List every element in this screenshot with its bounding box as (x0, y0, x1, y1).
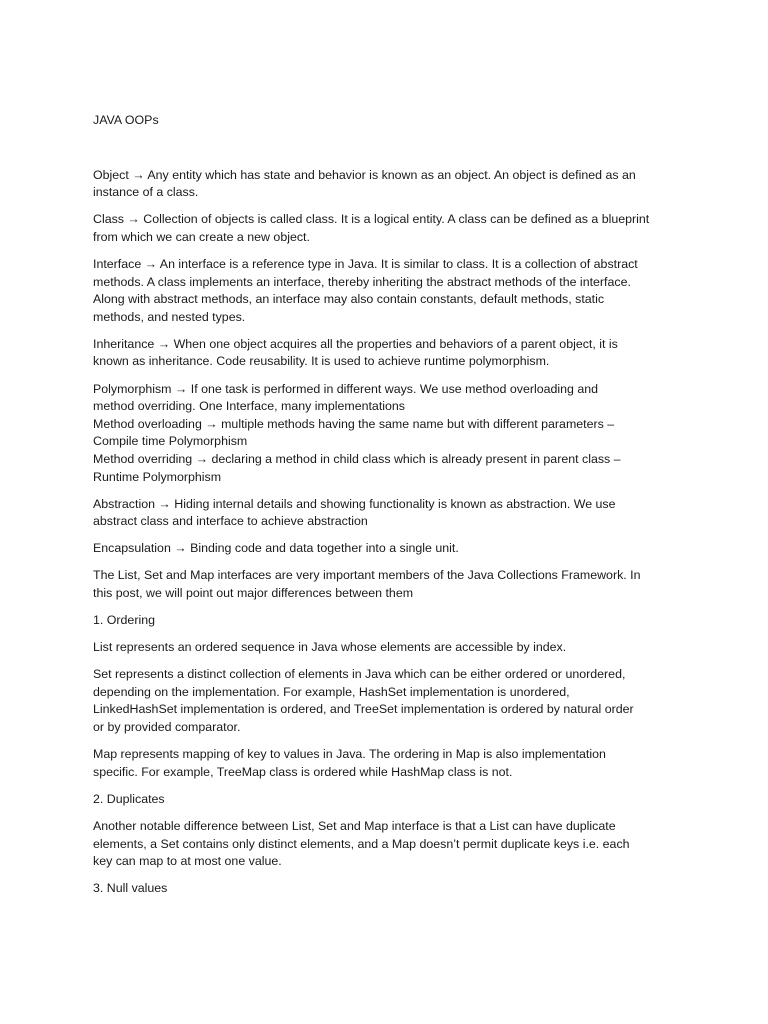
text-line: Inheritance → When one object acquires all the properties and behaviors of a parent object, it is (93, 336, 618, 351)
text-line: Method overloading → multiple methods having the same name but with different parameters – (93, 416, 615, 431)
text-line: List represents an ordered sequence in Java whose elements are accessible by index. (93, 640, 567, 655)
paragraph-interface (93, 256, 673, 326)
paragraph-polymorphism (93, 381, 673, 487)
text-line: abstract class and interface to achieve abstraction (93, 514, 368, 529)
text-line: LinkedHashSet implementation is ordered, and TreeSet implementation is ordered by natural order (93, 702, 634, 717)
document-title: JAVA OOPs (93, 113, 159, 127)
text-line: this post, we will point out major differences between them (93, 585, 414, 600)
text-line: Runtime Polymorphism (93, 469, 222, 484)
text-line: 3. Null values (93, 881, 168, 896)
paragraph-collections-intro (93, 567, 673, 602)
paragraph-set-ordering (93, 666, 673, 736)
text-line: instance of a class. (93, 185, 199, 200)
paragraph-class (93, 211, 673, 246)
text-line: Interface → An interface is a reference type in Java. It is similar to class. It is a collection of abstract (93, 256, 638, 271)
text-line: Object → Any entity which has state and behavior is known as an object. An object is defined as an (93, 167, 636, 182)
text-line: Along with abstract methods, an interface may also contain constants, default methods, static (93, 292, 605, 307)
text-line: or by provided comparator. (93, 720, 241, 735)
text-line: from which we can create a new object. (93, 229, 310, 244)
text-line: key can map to at most one value. (93, 854, 282, 869)
paragraph-null-heading (93, 880, 673, 898)
text-line: methods. A class implements an interface, thereby inheriting the abstract methods of the interface. (93, 274, 631, 289)
paragraph-inheritance (93, 336, 673, 371)
text-line: elements, a Set contains only distinct elements, and a Map doesn’t permit duplicate keys i.e. each (93, 836, 630, 851)
paragraph-ordering-heading (93, 612, 673, 630)
paragraph-map-ordering (93, 746, 673, 781)
text-line: depending on the implementation. For example, HashSet implementation is unordered, (93, 684, 570, 699)
text-line: methods, and nested types. (93, 309, 246, 324)
text-line: known as inheritance. Code reusability. It is used to achieve runtime polymorphism. (93, 354, 550, 369)
paragraph-duplicates-text (93, 818, 673, 871)
paragraph-object (93, 167, 673, 202)
paragraph-duplicates-heading (93, 791, 673, 809)
paragraph-encapsulation (93, 540, 673, 558)
text-line: specific. For example, TreeMap class is ordered while HashMap class is not. (93, 764, 513, 779)
text-line: Map represents mapping of key to values in Java. The ordering in Map is also implementation (93, 747, 606, 762)
text-line: Abstraction → Hiding internal details and showing functionality is known as abstraction. We use (93, 496, 616, 511)
text-line: Set represents a distinct collection of elements in Java which can be either ordered or unordered, (93, 667, 626, 682)
paragraph-list (93, 167, 673, 898)
document-body (93, 112, 673, 907)
text-line: method overriding. One Interface, many implementations (93, 399, 405, 414)
text-line: Compile time Polymorphism (93, 434, 248, 449)
text-line: Another notable difference between List, Set and Map interface is that a List can have duplicate (93, 818, 616, 833)
text-line: The List, Set and Map interfaces are very important members of the Java Collections Framework. In (93, 568, 641, 583)
paragraph-abstraction (93, 496, 673, 531)
text-line: Method overriding → declaring a method in child class which is already present in parent class – (93, 451, 621, 466)
text-line: Encapsulation → Binding code and data together into a single unit. (93, 541, 459, 556)
text-line: Class → Collection of objects is called class. It is a logical entity. A class can be defined as a blueprint (93, 212, 650, 227)
text-line: 1. Ordering (93, 613, 155, 628)
text-line: 2. Duplicates (93, 791, 165, 806)
text-line: Polymorphism → If one task is performed in different ways. We use method overloading and (93, 381, 599, 396)
paragraph-list-ordering (93, 639, 673, 657)
